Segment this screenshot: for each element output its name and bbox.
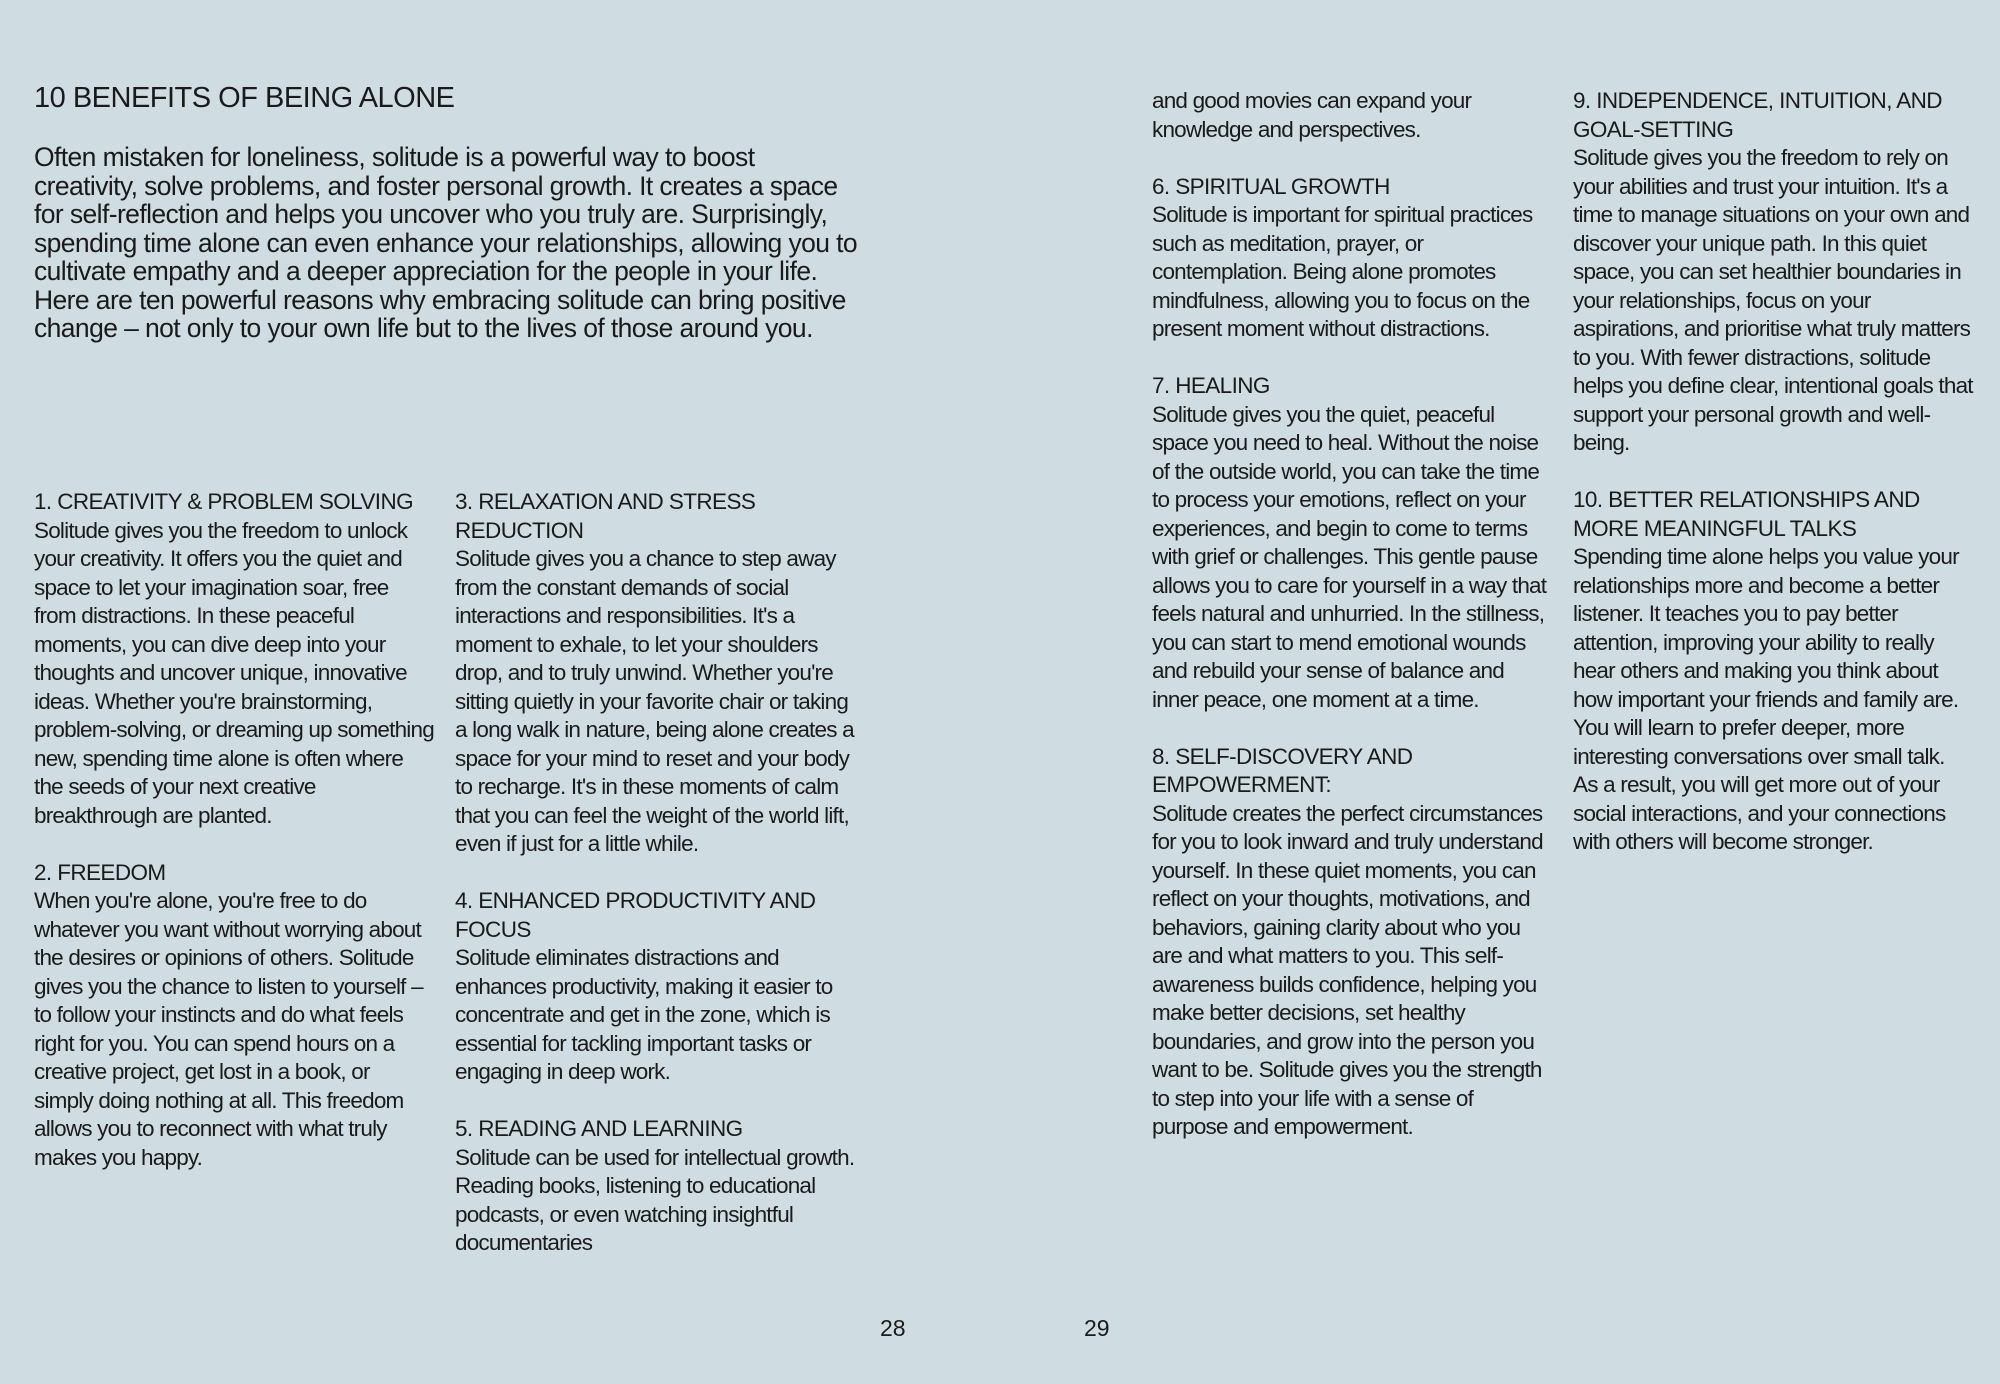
section-creativity <box>34 488 434 830</box>
column-3 <box>1152 87 1552 1170</box>
section-self-discovery <box>1152 743 1552 1142</box>
section-heading: 8. SELF-DISCOVERY AND EMPOWERMENT: <box>1152 743 1413 797</box>
section-independence <box>1573 87 1973 458</box>
section-heading: 3. RELAXATION AND STRESS REDUCTION <box>455 489 756 543</box>
page-number-right: 29 <box>1084 1315 1110 1341</box>
section-heading: 2. FREEDOM <box>34 859 166 885</box>
section-heading: 9. INDEPENDENCE, INTUITION, AND GOAL-SETTING <box>1573 88 1942 142</box>
section-body: Solitude eliminates distractions and enhances productivity, making it easier to concentrate and get in the zone, which is essential for tackling important tasks or engaging in deep work. <box>455 945 833 1084</box>
section-relaxation <box>455 488 855 859</box>
section-heading: 4. ENHANCED PRODUCTIVITY AND FOCUS <box>455 888 816 942</box>
section-body: Solitude can be used for intellectual growth. Reading books, listening to educational podcasts, or even watching insightful documentaries <box>455 1144 855 1255</box>
section-relationships <box>1573 486 1973 857</box>
section-heading: 10. BETTER RELATIONSHIPS AND MORE MEANINGFUL TALKS <box>1573 487 1920 541</box>
page-number-left: 28 <box>880 1315 906 1341</box>
page-title: 10 BENEFITS OF BEING ALONE <box>34 82 455 114</box>
intro-paragraph: Often mistaken for loneliness, solitude is a powerful way to boost creativity, solve problems, and foster personal growth. It creates a space for self-reflection and helps you uncover who you truly are. Surprisingly, spending time alone can even enhance your relationships, allowing you to cultivate empathy and a deeper appreciation for the people in your life. Here are ten powerful reasons why embracing solitude can bring positive change – not only to your own life but to the lives of those around you. <box>34 142 858 343</box>
section-body: When you're alone, you're free to do whatever you want without worrying about the desires or opinions of others. Solitude gives you the chance to listen to yourself – to follow your instincts and do what feels right for you. You can spend hours on a creative project, get lost in a book, or simply doing nothing at all. This freedom allows you to reconnect with what truly makes you happy. <box>34 888 423 1170</box>
section-body: Solitude gives you the freedom to rely on your abilities and trust your intuition. It's a time to manage situations on your own and discover your unique path. In this quiet space, you can set healthier boundaries in your relationships, focus on your aspirations, and prioritise what truly matters to you. With fewer distractions, solitude helps you define clear, intentional goals that support your personal growth and well-being. <box>1573 145 1973 455</box>
section-reading <box>455 1115 855 1258</box>
section-freedom <box>34 859 434 1173</box>
section-spiritual <box>1152 173 1552 344</box>
section-body: Solitude gives you the quiet, peaceful space you need to heal. Without the noise of the outside world, you can take the time to process your emotions, reflect on your experiences, and begin to come to terms with grief or challenges. This gentle pause allows you to care for yourself in a way that feels natural and unhurried. In the stillness, you can start to mend emotional wounds and rebuild your sense of balance and inner peace, one moment at a time. <box>1152 401 1547 712</box>
section-reading-continued <box>1152 87 1552 144</box>
section-body: Spending time alone helps you value your relationships more and become a better listener. It teaches you to pay better attention, improving your ability to really hear others and making you think about how important your friends and family are. You will learn to prefer deeper, more interesting conversations over small talk. As a result, you will get more out of your social interactions, and your connections with others will become stronger. <box>1573 544 1959 854</box>
section-body: and good movies can expand your knowledge and perspectives. <box>1152 88 1472 142</box>
section-productivity <box>455 887 855 1087</box>
section-heading: 5. READING AND LEARNING <box>455 1116 743 1141</box>
section-body: Solitude is important for spiritual practices such as meditation, prayer, or contemplation. Being alone promotes mindfulness, allowing you to focus on the present moment without distractions. <box>1152 202 1533 341</box>
section-body: Solitude gives you the freedom to unlock your creativity. It offers you the quiet and space to let your imagination soar, free from distractions. In these peaceful moments, you can dive deep into your thoughts and uncover unique, innovative ideas. Whether you're brainstorming, problem-solving, or dreaming up something new, spending time alone is often where the seeds of your next creative breakthrough are planted. <box>34 517 434 828</box>
section-healing <box>1152 372 1552 714</box>
column-1 <box>34 488 434 1201</box>
section-heading: 1. CREATIVITY & PROBLEM SOLVING <box>34 489 414 514</box>
column-2 <box>455 488 855 1286</box>
section-heading: 7. HEALING <box>1152 373 1270 398</box>
column-4 <box>1573 87 1973 885</box>
section-body: Solitude creates the perfect circumstances for you to look inward and truly understand yourself. In these quiet moments, you can reflect on your thoughts, motivations, and behaviors, gaining clarity about who you are and what matters to you. This self-awareness builds confidence, helping you make better decisions, set healthy boundaries, and grow into the person you want to be. Solitude gives you the strength to step into your life with a sense of purpose and empowerment. <box>1152 800 1543 1139</box>
section-heading: 6. SPIRITUAL GROWTH <box>1152 173 1390 199</box>
section-body: Solitude gives you a chance to step away from the constant demands of social interactions and responsibilities. It's a moment to exhale, to let your shoulders drop, and to truly unwind. Whether you're sitting quietly in your favorite chair or taking a long walk in nature, being alone creates a space for your mind to reset and your body to recharge. It's in these moments of calm that you can feel the weight of the world lift, even if just for a little while. <box>455 546 854 856</box>
